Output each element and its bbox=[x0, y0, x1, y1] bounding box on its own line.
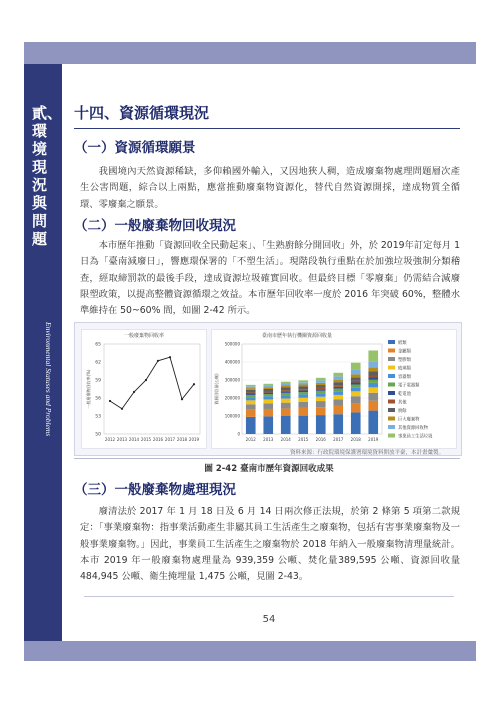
y-tick-label: 59 bbox=[95, 378, 101, 384]
y-tick-label: 56 bbox=[95, 396, 101, 402]
chapter-title-en: Environmental Statuses and Problems bbox=[44, 322, 53, 437]
bar-segment bbox=[281, 416, 291, 434]
x-tick-label: 2014 bbox=[128, 437, 140, 442]
bar-segment bbox=[246, 400, 256, 404]
x-tick-label: 2015 bbox=[298, 437, 309, 442]
y-tick-label: 62 bbox=[95, 360, 101, 366]
figure-caption: 圖 2-42 臺南市歷年資源回收成果 bbox=[204, 464, 334, 474]
bar-segment bbox=[246, 397, 256, 400]
bar-segment bbox=[298, 382, 308, 384]
bar-segment bbox=[368, 377, 378, 379]
bar-segment bbox=[316, 378, 326, 381]
bar-segment bbox=[263, 389, 273, 392]
figure-2-42 bbox=[74, 322, 462, 456]
bar-segment bbox=[333, 387, 343, 389]
bar-segment bbox=[246, 388, 256, 390]
data-point bbox=[169, 356, 171, 358]
data-point bbox=[193, 383, 195, 385]
bar-segment bbox=[263, 393, 273, 394]
chapter-title: 貳、環境現況與問題 bbox=[32, 104, 63, 248]
subsection-1-title: （一）資源循環願景 bbox=[74, 140, 196, 156]
bar-segment bbox=[368, 393, 378, 401]
page-number: 54 bbox=[262, 614, 276, 625]
bar-segment bbox=[281, 385, 291, 387]
bar-segment bbox=[333, 406, 343, 414]
legend-label: 金屬類 bbox=[398, 349, 411, 355]
bar-segment bbox=[298, 392, 308, 394]
line-chart-panel bbox=[81, 329, 207, 449]
bar-segment bbox=[316, 383, 326, 385]
bar-segment bbox=[351, 383, 361, 385]
bar-segment bbox=[333, 414, 343, 434]
section-divider bbox=[74, 128, 460, 129]
bar-segment bbox=[333, 395, 343, 400]
bar-segment bbox=[316, 385, 326, 388]
recycling-rate-line bbox=[110, 357, 194, 409]
page-content bbox=[62, 64, 476, 641]
bar-chart bbox=[212, 330, 456, 448]
bar-segment bbox=[351, 391, 361, 396]
bar-segment bbox=[246, 417, 256, 434]
bar-segment bbox=[316, 397, 326, 401]
bar-segment bbox=[351, 385, 361, 388]
bar-segment bbox=[316, 380, 326, 383]
bar-segment bbox=[263, 387, 273, 389]
bar-segment bbox=[263, 416, 273, 434]
y-tick-label: 65 bbox=[95, 342, 101, 348]
legend-swatch bbox=[388, 340, 395, 344]
legend-swatch bbox=[388, 391, 395, 395]
legend-swatch bbox=[388, 366, 395, 370]
legend-label: 廚餘 bbox=[398, 408, 407, 414]
bar-segment bbox=[246, 392, 256, 393]
y-tick-label: 53 bbox=[95, 414, 101, 420]
legend-swatch bbox=[388, 434, 395, 438]
bar-segment bbox=[246, 390, 256, 393]
bar-segment bbox=[316, 407, 326, 415]
data-point bbox=[157, 360, 159, 362]
legend-label: 其他 bbox=[398, 400, 407, 406]
bar-segment bbox=[263, 384, 273, 386]
legend-label: 巨大廢棄物 bbox=[398, 417, 420, 423]
bar-segment bbox=[368, 411, 378, 434]
bar-chart-panel bbox=[211, 329, 457, 449]
bar-segment bbox=[281, 384, 291, 386]
bar-segment bbox=[333, 389, 343, 392]
x-tick-label: 2014 bbox=[280, 437, 291, 442]
subsection-2-title: （二）一般廢棄物回收現況 bbox=[74, 218, 236, 234]
data-point bbox=[181, 398, 183, 400]
bar-segment bbox=[316, 401, 326, 407]
bar-segment bbox=[246, 395, 256, 397]
legend-swatch bbox=[388, 374, 395, 378]
legend-label: 其他資源回收物 bbox=[398, 425, 429, 431]
bar-segment bbox=[298, 389, 308, 390]
bar-segment bbox=[298, 380, 308, 382]
bar-segment bbox=[263, 385, 273, 387]
bar-segment bbox=[316, 389, 326, 391]
x-tick-label: 2018 bbox=[176, 437, 188, 442]
footer-band bbox=[24, 641, 476, 661]
legend-swatch bbox=[388, 417, 395, 421]
bar-segment bbox=[281, 393, 291, 395]
line-chart-title: 一般廢棄物回收率 bbox=[123, 333, 164, 339]
bar-segment bbox=[281, 408, 291, 416]
bar-chart-title: 臺南市歷年執行機關資源回收量 bbox=[261, 333, 332, 339]
bar-segment bbox=[246, 394, 256, 395]
bar-segment bbox=[298, 394, 308, 397]
x-tick-label: 2013 bbox=[263, 437, 274, 442]
bar-segment bbox=[351, 412, 361, 434]
bar-segment bbox=[351, 396, 361, 403]
data-point bbox=[109, 400, 111, 402]
bar-segment bbox=[263, 392, 273, 393]
x-tick-label: 2017 bbox=[333, 437, 344, 442]
y-tick-label: 500000 bbox=[224, 341, 240, 347]
bar-segment bbox=[263, 394, 273, 396]
bar-segment bbox=[368, 350, 378, 361]
bar-segment bbox=[351, 381, 361, 383]
bar-segment bbox=[281, 395, 291, 398]
bar-segment bbox=[281, 403, 291, 409]
bar-segment bbox=[298, 390, 308, 392]
data-point bbox=[145, 379, 147, 381]
x-tick-label: 2013 bbox=[116, 437, 128, 442]
x-tick-label: 2019 bbox=[368, 437, 379, 442]
bar-segment bbox=[298, 416, 308, 434]
legend-label: 事業員工生活垃圾 bbox=[398, 434, 433, 440]
y-axis-label: 一般廢棄物回收率(%) bbox=[86, 369, 91, 409]
bar-segment bbox=[263, 403, 273, 409]
bar-segment bbox=[263, 409, 273, 416]
bar-segment bbox=[333, 373, 343, 377]
x-tick-label: 2017 bbox=[164, 437, 176, 442]
y-tick-label: 200000 bbox=[224, 395, 240, 401]
bar-segment bbox=[298, 402, 308, 408]
y-axis-label: 資源回收量(公噸) bbox=[214, 373, 219, 405]
bar-segment bbox=[368, 371, 378, 375]
bar-segment bbox=[351, 403, 361, 412]
bar-segment bbox=[333, 385, 343, 386]
y-tick-label: 50 bbox=[95, 432, 101, 438]
legend-label: 紙類 bbox=[398, 340, 407, 346]
bar-segment bbox=[368, 401, 378, 411]
bar-segment bbox=[368, 368, 378, 372]
bar-segment bbox=[351, 374, 361, 377]
header-band bbox=[24, 42, 476, 64]
legend-label: 容器類 bbox=[398, 374, 411, 380]
bar-segment bbox=[333, 391, 343, 395]
subsection-1-body: 我國境內天然資源稀缺，多仰賴國外輸入，又因地狹人稠，造成廢棄物處理問題層次產生公害問題，綜合以上兩點，應當推動廢棄物資源化，替代自然資源開採，達成物質全循環、零廢棄之願景。 bbox=[80, 166, 460, 210]
bar-segment bbox=[368, 380, 378, 383]
y-tick-label: 0 bbox=[237, 431, 240, 437]
legend-label: 乾電池 bbox=[398, 391, 411, 397]
bar-segment bbox=[246, 404, 256, 409]
bar-segment bbox=[263, 396, 273, 399]
figure-source: 資料來源：行政院環境保護署環境資料開放平臺，本計畫彙製。 bbox=[289, 450, 444, 456]
line-plot-area bbox=[104, 344, 200, 434]
bar-segment bbox=[351, 363, 361, 370]
subsection-3-title: （三）一般廢棄物處理現況 bbox=[74, 482, 236, 498]
x-tick-label: 2015 bbox=[140, 437, 152, 442]
legend-swatch bbox=[388, 357, 395, 361]
x-tick-label: 2016 bbox=[152, 437, 164, 442]
bar-segment bbox=[281, 382, 291, 384]
legend-swatch bbox=[388, 408, 395, 412]
y-tick-label: 400000 bbox=[224, 359, 240, 365]
bar-segment bbox=[316, 393, 326, 397]
bar-segment bbox=[316, 391, 326, 393]
legend-label: 電子電器類 bbox=[398, 383, 420, 389]
legend-swatch bbox=[388, 400, 395, 404]
legend-swatch bbox=[388, 425, 395, 429]
bar-segment bbox=[246, 386, 256, 388]
bar-segment bbox=[368, 383, 378, 388]
bar-segment bbox=[281, 387, 291, 390]
subsection-3-body: 廢清法於 2017 年 1 月 18 日及 6 月 14 日兩次修正法規，於第 2 條第 5 項第二款規定：「事業廢棄物：指事業活動產生非屬其員工生活產生之廢棄物，包括有害事業廢棄物及一般事業廢棄物。」因此，事業員工生活產生之廢棄物於 2018 年納入一般廢棄物清理量統計。本市 2019 年一般廢棄物處理量為 939,359 公噸、焚化量389,595 公噸、資源回收量 484,945 公噸、衛生掩埋量 1,475 公噸，見圖 2-43。 bbox=[80, 506, 460, 583]
bar-segment bbox=[368, 387, 378, 392]
bar-segment bbox=[368, 376, 378, 378]
legend-swatch bbox=[388, 349, 395, 353]
bar-segment bbox=[298, 385, 308, 387]
x-tick-label: 2019 bbox=[188, 437, 200, 442]
x-tick-label: 2018 bbox=[350, 437, 361, 442]
y-tick-label: 100000 bbox=[224, 413, 240, 419]
data-point bbox=[133, 391, 135, 393]
x-tick-label: 2016 bbox=[315, 437, 326, 442]
bar-segment bbox=[333, 380, 343, 383]
bar-segment bbox=[333, 399, 343, 405]
bar-plot-area bbox=[242, 344, 382, 434]
caption-divider bbox=[74, 458, 460, 459]
legend-label: 塑膠類 bbox=[398, 357, 411, 363]
bar-segment bbox=[351, 370, 361, 375]
legend-label: 玻璃類 bbox=[398, 366, 411, 372]
bar-segment bbox=[281, 391, 291, 393]
bar-segment bbox=[333, 382, 343, 385]
bar-segment bbox=[351, 377, 361, 381]
bar-segment bbox=[298, 398, 308, 402]
bar-segment bbox=[316, 415, 326, 434]
bar-segment bbox=[263, 399, 273, 403]
bar-segment bbox=[281, 399, 291, 403]
bar-segment bbox=[333, 376, 343, 379]
bar-segment bbox=[298, 408, 308, 416]
bar-segment bbox=[246, 385, 256, 386]
subsection-2-body: 本市歷年推動「資源回收全民動起來」、「生熟廚餘分開回收」外，於 2019年訂定每月 1 日為「臺南減廢日」，響應環保署的「不塑生活」。現階段執行重點在於加強垃圾強制分類稽查，經取締罰款的最後手段，達成資源垃圾確實回收。但最終目標「零廢棄」仍需結合減廢限塑政策，以提高整體資源循環之效益。本市歷年回收率一度於 2016 年突破 60%，整體水準維持在 50~60% 間，如圖 2-42 所示。 bbox=[80, 240, 460, 317]
legend-swatch bbox=[388, 383, 395, 387]
bar-segment bbox=[368, 361, 378, 367]
x-tick-label: 2012 bbox=[245, 437, 256, 442]
bar-segment bbox=[316, 388, 326, 389]
line-chart bbox=[82, 330, 206, 448]
bar-segment bbox=[298, 386, 308, 389]
data-point bbox=[121, 408, 123, 410]
footer-divider bbox=[84, 596, 454, 597]
chapter-sidebar bbox=[24, 64, 62, 641]
bar-segment bbox=[246, 410, 256, 417]
y-tick-label: 300000 bbox=[224, 377, 240, 383]
section-title: 十四、資源循環現況 bbox=[74, 104, 210, 122]
bar-segment bbox=[351, 387, 361, 391]
x-tick-label: 2012 bbox=[104, 437, 116, 442]
bar-segment bbox=[281, 390, 291, 391]
